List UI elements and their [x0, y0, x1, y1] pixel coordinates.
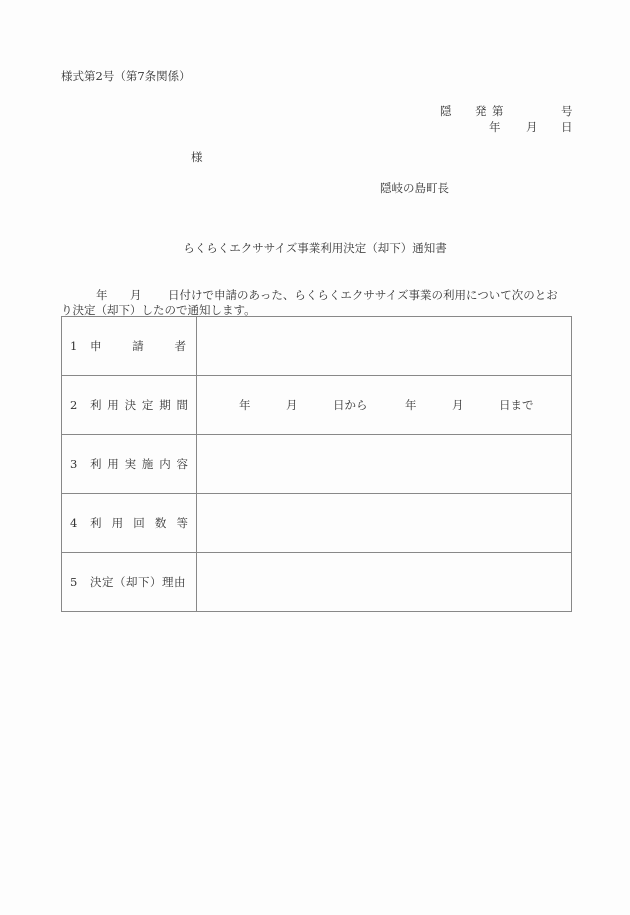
body-line1-rest: 日付けで申請のあった、らくらくエクササイズ事業の利用について次のとお [168, 288, 558, 302]
label-char: 用 [111, 516, 124, 530]
row-label [62, 317, 197, 376]
table-row-decision-reason [62, 553, 572, 612]
row-number: 2 [70, 398, 78, 412]
row-label-text [90, 338, 186, 354]
period-from-month: 月 [286, 398, 298, 412]
addressee: 様 [191, 150, 203, 164]
label-char: 施 [141, 457, 154, 471]
label-char: 回 [133, 516, 145, 530]
table-row-applicant [62, 317, 572, 376]
label-char: 請 [132, 339, 144, 353]
issue-date [440, 119, 573, 133]
label-char: 用 [107, 457, 119, 471]
label-char: 定 [141, 398, 154, 412]
period-to-year: 年 [405, 398, 417, 412]
usage-content-value-cell[interactable] [197, 435, 572, 494]
doc-number-prefix-2: 発 [475, 104, 487, 118]
row-label-text: 決定（却下）理由 [90, 575, 186, 589]
row-label [62, 435, 197, 494]
sender: 隠岐の島町長 [380, 181, 449, 195]
row-number: 3 [70, 457, 78, 471]
doc-number-prefix-1: 隠 [440, 104, 452, 118]
body-text-line-1 [61, 287, 572, 301]
usage-period-value-cell[interactable] [197, 376, 572, 435]
date-year: 年 [489, 120, 501, 134]
form-number: 様式第2号（第7条関係） [61, 69, 191, 83]
row-number: 5 [70, 575, 78, 589]
date-month: 月 [526, 120, 538, 134]
label-char: 者 [174, 339, 186, 353]
doc-number-suffix: 号 [561, 104, 573, 118]
period-to-day: 日まで [499, 398, 534, 412]
period-to-month: 月 [452, 398, 464, 412]
row-number: 4 [70, 516, 78, 530]
row-label [62, 494, 197, 553]
label-char: 間 [176, 398, 188, 412]
label-char: 申 [90, 339, 102, 353]
table-row-usage-count [62, 494, 572, 553]
label-char: 利 [90, 516, 102, 530]
document-title: らくらくエクササイズ事業利用決定（却下）通知書 [183, 241, 447, 255]
row-label-text [90, 397, 188, 413]
label-char: 用 [107, 398, 119, 412]
row-label-text [90, 515, 188, 531]
table-row-usage-content [62, 435, 572, 494]
applicant-value-cell[interactable] [197, 317, 572, 376]
decision-reason-value-cell[interactable] [197, 553, 572, 612]
period-from-day: 日から [333, 398, 368, 412]
label-char: 実 [124, 457, 137, 471]
row-number: 1 [70, 339, 78, 353]
body-text-line-2: り決定（却下）したので通知します。 [61, 303, 256, 317]
label-char: 数 [154, 516, 167, 530]
body-year: 年 [96, 288, 108, 302]
label-char: 利 [90, 457, 102, 471]
row-label-text [90, 456, 188, 472]
body-month: 月 [130, 288, 142, 302]
table-row-usage-period [62, 376, 572, 435]
label-char: 等 [176, 516, 188, 530]
row-label [62, 376, 197, 435]
label-char: 容 [176, 457, 188, 471]
label-char: 決 [124, 398, 137, 412]
notice-table [61, 316, 572, 612]
doc-number-prefix-3: 第 [492, 104, 504, 118]
document-number [440, 103, 573, 117]
date-day: 日 [561, 120, 573, 134]
label-char: 内 [159, 457, 171, 471]
usage-count-value-cell[interactable] [197, 494, 572, 553]
period-from-year: 年 [239, 398, 251, 412]
row-label [62, 553, 197, 612]
label-char: 利 [90, 398, 102, 412]
label-char: 期 [159, 398, 171, 412]
